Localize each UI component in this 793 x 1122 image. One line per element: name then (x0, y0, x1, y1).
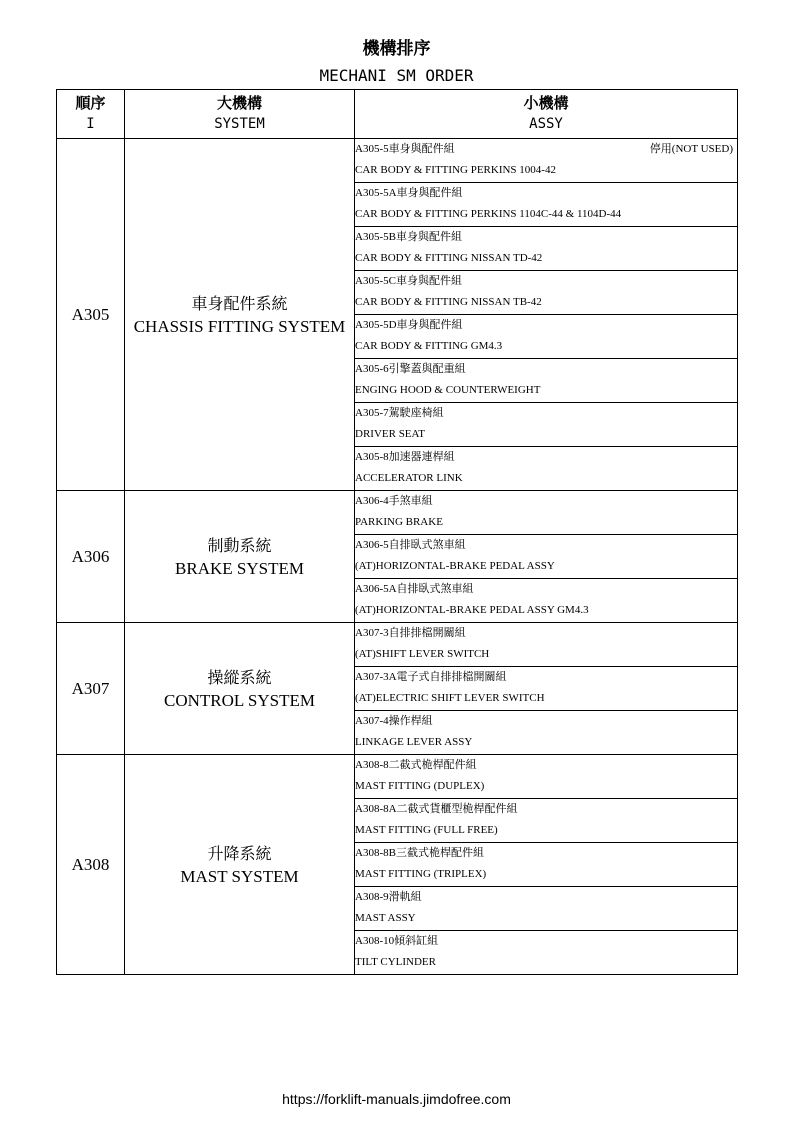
assy-name-cn: A305-6引擎蓋與配重組 (355, 363, 466, 375)
assy-cell (355, 535, 738, 579)
assy-name-cn-line (355, 491, 737, 512)
assy-name-en: CAR BODY & FITTING GM4.3 (355, 340, 503, 352)
assy-name-cn: A307-4操作桿組 (355, 715, 433, 727)
assy-name-cn-line (355, 315, 737, 336)
header-assy (355, 90, 738, 139)
assy-name-cn-line (355, 535, 737, 556)
header-assy-en: ASSY (529, 116, 563, 132)
header-system (125, 90, 355, 139)
assy-name-en: PARKING BRAKE (355, 516, 443, 528)
group-code: A305 (57, 139, 125, 491)
assy-name-cn: A306-5A自排臥式煞車組 (355, 583, 474, 595)
assy-name-cn: A307-3自排排檔開關組 (355, 627, 466, 639)
assy-name-cn: A308-8二截式桅桿配件組 (355, 759, 477, 771)
assy-name-cn: A308-10傾斜缸組 (355, 935, 439, 947)
group-system (125, 623, 355, 755)
assy-name-cn-line (355, 799, 737, 820)
header-order-en: I (86, 116, 95, 132)
assy-name-cn: A306-4手煞車組 (355, 495, 433, 507)
header-system-en: SYSTEM (214, 116, 265, 132)
assy-name-cn-line (355, 359, 737, 380)
group-system (125, 139, 355, 491)
group-code: A307 (57, 623, 125, 755)
assy-cell (355, 623, 738, 667)
assy-name-cn-line (355, 183, 737, 204)
page-title-cn: 機構排序 (362, 39, 431, 59)
assy-name-cn-line (355, 447, 737, 468)
page-title-en: MECHANI SM ORDER (319, 66, 474, 85)
assy-name-cn: A308-8B三截式桅桿配件組 (355, 847, 484, 859)
assy-cell (355, 667, 738, 711)
assy-name-cn: A305-5車身與配件組 (355, 143, 455, 155)
assy-name-cn: A305-5B車身與配件組 (355, 231, 462, 243)
assy-name-cn-line (355, 227, 737, 248)
assy-cell (355, 711, 738, 755)
system-name-en: MAST SYSTEM (180, 866, 299, 886)
system-name-cn: 操縱系統 (207, 667, 272, 687)
assy-name-en: LINKAGE LEVER ASSY (355, 736, 473, 748)
system-name-en: CHASSIS FITTING SYSTEM (133, 316, 346, 336)
assy-cell (355, 183, 738, 227)
assy-name-en: (AT)HORIZONTAL-BRAKE PEDAL ASSY (355, 560, 555, 572)
assy-cell (355, 887, 738, 931)
assy-cell (355, 139, 738, 183)
system-name-cn: 升降系統 (207, 843, 272, 863)
assy-status-note: 停用(NOT USED) (649, 143, 733, 155)
group-system (125, 755, 355, 975)
assy-name-cn: A308-8A二截式貨櫃型桅桿配件組 (355, 803, 518, 815)
assy-name-en: (AT)HORIZONTAL-BRAKE PEDAL ASSY GM4.3 (355, 604, 589, 616)
assy-name-en: CAR BODY & FITTING NISSAN TB-42 (355, 296, 542, 308)
assy-cell (355, 843, 738, 887)
assy-name-cn-line (355, 271, 737, 292)
header-assy-cn: 小機構 (523, 94, 569, 112)
assy-name-cn: A306-5自排臥式煞車組 (355, 539, 466, 551)
assy-name-en: (AT)ELECTRIC SHIFT LEVER SWITCH (355, 692, 545, 704)
system-name-en: BRAKE SYSTEM (175, 558, 304, 578)
assy-name-en: (AT)SHIFT LEVER SWITCH (355, 648, 490, 660)
assy-cell (355, 359, 738, 403)
assy-name-en: CAR BODY & FITTING NISSAN TD-42 (355, 252, 543, 264)
assy-name-cn-line (355, 579, 737, 600)
assy-name-en: ACCELERATOR LINK (355, 472, 463, 484)
group-code: A308 (57, 755, 125, 975)
mechanism-order-table (56, 89, 738, 975)
assy-cell (355, 403, 738, 447)
table-header-row (57, 90, 738, 139)
table-row (57, 623, 738, 667)
assy-cell (355, 315, 738, 359)
system-name-cn: 車身配件系統 (191, 293, 288, 313)
assy-name-cn-line (355, 887, 737, 908)
assy-name-cn: A305-5C車身與配件組 (355, 275, 462, 287)
assy-cell (355, 755, 738, 799)
table-row (57, 491, 738, 535)
assy-name-cn: A307-3A電子式自排排檔開關組 (355, 671, 507, 683)
assy-name-en: MAST FITTING (DUPLEX) (355, 780, 485, 792)
header-system-cn: 大機構 (216, 94, 262, 112)
assy-name-en: MAST ASSY (355, 912, 416, 924)
group-system (125, 491, 355, 623)
assy-name-en: CAR BODY & FITTING PERKINS 1004-42 (355, 164, 556, 176)
assy-cell (355, 799, 738, 843)
table-row (57, 755, 738, 799)
table-row (57, 139, 738, 183)
assy-name-cn-line (355, 139, 737, 160)
assy-name-cn-line (355, 931, 737, 952)
assy-name-cn: A305-7駕駛座椅組 (355, 407, 444, 419)
assy-name-en: MAST FITTING (FULL FREE) (355, 824, 498, 836)
assy-name-cn: A305-5D車身與配件組 (355, 319, 463, 331)
assy-name-cn-line (355, 843, 737, 864)
assy-name-cn-line (355, 623, 737, 644)
header-order-cn: 順序 (75, 94, 106, 112)
assy-cell (355, 579, 738, 623)
assy-name-en: TILT CYLINDER (355, 956, 436, 968)
system-name-cn: 制動系統 (207, 535, 272, 555)
assy-name-en: MAST FITTING (TRIPLEX) (355, 868, 487, 880)
assy-cell (355, 447, 738, 491)
assy-name-en: ENGING HOOD & COUNTERWEIGHT (355, 384, 541, 396)
assy-name-cn: A305-8加速器連桿組 (355, 451, 455, 463)
system-name-en: CONTROL SYSTEM (164, 690, 315, 710)
assy-name-en: DRIVER SEAT (355, 428, 425, 440)
assy-cell (355, 931, 738, 975)
assy-name-en: CAR BODY & FITTING PERKINS 1104C-44 & 1104D-44 (355, 208, 622, 220)
assy-name-cn: A308-9滑軌組 (355, 891, 422, 903)
group-code: A306 (57, 491, 125, 623)
table-body (57, 139, 738, 975)
assy-name-cn-line (355, 711, 737, 732)
assy-name-cn-line (355, 667, 737, 688)
assy-name-cn-line (355, 403, 737, 424)
assy-cell (355, 271, 738, 315)
footer-url: https://forklift-manuals.jimdofree.com (282, 1091, 511, 1107)
assy-name-cn-line (355, 755, 737, 776)
assy-name-cn: A305-5A車身與配件組 (355, 187, 463, 199)
assy-cell (355, 227, 738, 271)
header-order (57, 90, 125, 139)
assy-cell (355, 491, 738, 535)
